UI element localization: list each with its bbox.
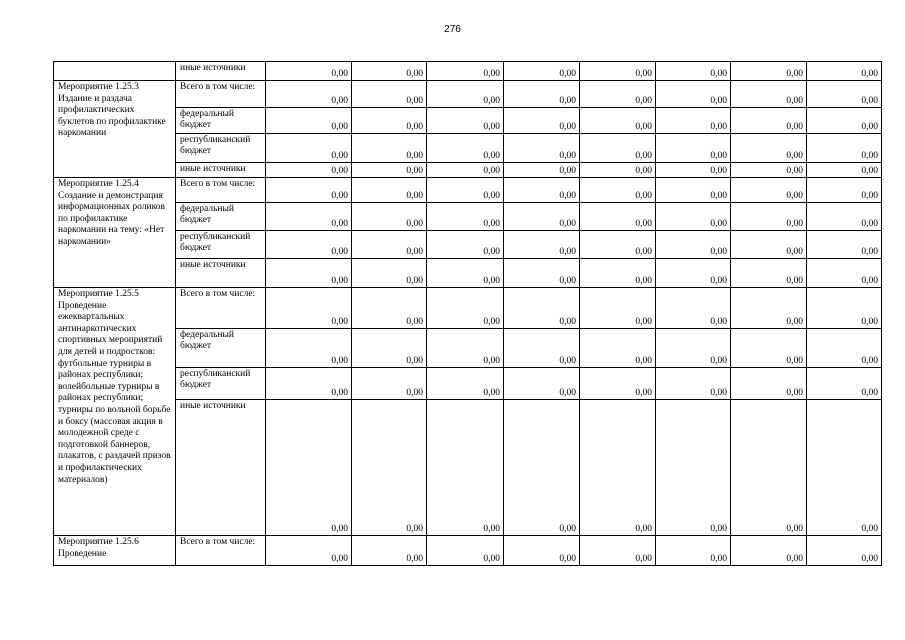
amount-cell: 0,00 xyxy=(352,134,427,163)
amount-cell: 0,00 xyxy=(352,329,427,368)
amount-cell: 0,00 xyxy=(656,288,731,329)
amount-cell: 0,00 xyxy=(807,81,882,108)
amount-cell: 0,00 xyxy=(580,288,656,329)
amount-cell: 0,00 xyxy=(427,81,504,108)
amount-cell: 0,00 xyxy=(580,329,656,368)
amount-cell: 0,00 xyxy=(580,368,656,400)
amount-cell: 0,00 xyxy=(731,536,807,566)
amount-cell: 0,00 xyxy=(807,259,882,288)
amount-cell: 0,00 xyxy=(656,203,731,231)
amount-cell: 0,00 xyxy=(580,178,656,203)
amount-cell: 0,00 xyxy=(352,178,427,203)
budget-table xyxy=(53,61,882,566)
amount-cell: 0,00 xyxy=(656,231,731,259)
amount-cell: 0,00 xyxy=(580,81,656,108)
amount-cell: 0,00 xyxy=(656,163,731,178)
event-cell: Мероприятие 1.25.5 Проведение ежеквартальных антинаркотических спортивных мероприятий для детей и подростков: футбольные турниры в районах республики; волейбольные турниры в районах республики; турниры по вольной борьбе и боксу (массовая акция в молодежной среде с подготовкой баннеров, плакатов, с раздачей призов и профилактических материалов) xyxy=(54,288,176,536)
amount-cell: 0,00 xyxy=(731,329,807,368)
amount-cell: 0,00 xyxy=(807,134,882,163)
table-row xyxy=(54,178,882,203)
amount-cell: 0,00 xyxy=(427,368,504,400)
amount-cell: 0,00 xyxy=(580,400,656,536)
amount-cell: 0,00 xyxy=(807,368,882,400)
amount-cell: 0,00 xyxy=(266,329,352,368)
amount-cell: 0,00 xyxy=(352,400,427,536)
table-row xyxy=(54,288,882,329)
amount-cell: 0,00 xyxy=(352,81,427,108)
amount-cell: 0,00 xyxy=(504,231,580,259)
amount-cell: 0,00 xyxy=(580,231,656,259)
amount-cell: 0,00 xyxy=(352,259,427,288)
amount-cell: 0,00 xyxy=(807,400,882,536)
amount-cell: 0,00 xyxy=(266,368,352,400)
table-row xyxy=(54,62,882,81)
amount-cell: 0,00 xyxy=(352,231,427,259)
amount-cell: 0,00 xyxy=(504,81,580,108)
funding-source-cell: Всего в том числе: xyxy=(176,178,266,203)
amount-cell: 0,00 xyxy=(504,163,580,178)
amount-cell: 0,00 xyxy=(504,329,580,368)
amount-cell: 0,00 xyxy=(266,288,352,329)
amount-cell: 0,00 xyxy=(352,62,427,81)
table-row xyxy=(54,163,882,178)
amount-cell: 0,00 xyxy=(731,163,807,178)
amount-cell: 0,00 xyxy=(580,163,656,178)
amount-cell: 0,00 xyxy=(656,400,731,536)
amount-cell: 0,00 xyxy=(504,178,580,203)
amount-cell: 0,00 xyxy=(504,368,580,400)
amount-cell: 0,00 xyxy=(352,288,427,329)
amount-cell: 0,00 xyxy=(807,231,882,259)
amount-cell: 0,00 xyxy=(427,178,504,203)
amount-cell: 0,00 xyxy=(266,108,352,134)
amount-cell: 0,00 xyxy=(731,231,807,259)
amount-cell: 0,00 xyxy=(427,329,504,368)
amount-cell: 0,00 xyxy=(656,178,731,203)
amount-cell: 0,00 xyxy=(427,163,504,178)
amount-cell: 0,00 xyxy=(266,62,352,81)
funding-source-cell: федеральный бюджет xyxy=(176,329,266,368)
amount-cell: 0,00 xyxy=(807,108,882,134)
amount-cell: 0,00 xyxy=(580,108,656,134)
table-row xyxy=(54,400,882,536)
amount-cell: 0,00 xyxy=(656,329,731,368)
amount-cell: 0,00 xyxy=(731,400,807,536)
amount-cell: 0,00 xyxy=(656,536,731,566)
amount-cell: 0,00 xyxy=(352,536,427,566)
amount-cell: 0,00 xyxy=(731,81,807,108)
amount-cell: 0,00 xyxy=(266,400,352,536)
event-cell: Мероприятие 1.25.4 Создание и демонстрация информационных роликов по профилактике наркомании на тему: «Нет наркомании» xyxy=(54,178,176,288)
amount-cell: 0,00 xyxy=(266,536,352,566)
amount-cell: 0,00 xyxy=(807,163,882,178)
amount-cell: 0,00 xyxy=(427,203,504,231)
amount-cell: 0,00 xyxy=(352,368,427,400)
amount-cell: 0,00 xyxy=(656,108,731,134)
table-row xyxy=(54,329,882,368)
funding-source-cell: иные источники xyxy=(176,400,266,536)
table-row xyxy=(54,108,882,134)
amount-cell: 0,00 xyxy=(427,259,504,288)
amount-cell: 0,00 xyxy=(427,400,504,536)
amount-cell: 0,00 xyxy=(731,203,807,231)
amount-cell: 0,00 xyxy=(504,62,580,81)
event-cell: Мероприятие 1.25.3 Издание и раздача профилактических буклетов по профилактике наркомании xyxy=(54,81,176,178)
funding-source-cell: федеральный бюджет xyxy=(176,203,266,231)
amount-cell: 0,00 xyxy=(504,108,580,134)
amount-cell: 0,00 xyxy=(504,288,580,329)
amount-cell: 0,00 xyxy=(266,163,352,178)
amount-cell: 0,00 xyxy=(731,259,807,288)
amount-cell: 0,00 xyxy=(266,231,352,259)
funding-source-cell: иные источники xyxy=(176,62,266,81)
event-cell: Мероприятие 1.25.6 Проведение xyxy=(54,536,176,566)
amount-cell: 0,00 xyxy=(504,259,580,288)
amount-cell: 0,00 xyxy=(427,108,504,134)
amount-cell: 0,00 xyxy=(656,134,731,163)
amount-cell: 0,00 xyxy=(656,62,731,81)
amount-cell: 0,00 xyxy=(580,536,656,566)
funding-source-cell: иные источники xyxy=(176,163,266,178)
amount-cell: 0,00 xyxy=(731,62,807,81)
amount-cell: 0,00 xyxy=(427,134,504,163)
amount-cell: 0,00 xyxy=(427,231,504,259)
amount-cell: 0,00 xyxy=(352,108,427,134)
funding-source-cell: Всего в том числе: xyxy=(176,536,266,566)
amount-cell: 0,00 xyxy=(580,62,656,81)
amount-cell: 0,00 xyxy=(807,178,882,203)
amount-cell: 0,00 xyxy=(731,134,807,163)
funding-source-cell: Всего в том числе: xyxy=(176,288,266,329)
amount-cell: 0,00 xyxy=(266,81,352,108)
amount-cell: 0,00 xyxy=(580,259,656,288)
amount-cell: 0,00 xyxy=(731,178,807,203)
amount-cell: 0,00 xyxy=(580,203,656,231)
amount-cell: 0,00 xyxy=(504,134,580,163)
amount-cell: 0,00 xyxy=(580,134,656,163)
amount-cell: 0,00 xyxy=(266,203,352,231)
amount-cell: 0,00 xyxy=(504,400,580,536)
amount-cell: 0,00 xyxy=(352,163,427,178)
amount-cell: 0,00 xyxy=(266,134,352,163)
funding-source-cell: федеральный бюджет xyxy=(176,108,266,134)
table-row xyxy=(54,231,882,259)
amount-cell: 0,00 xyxy=(504,203,580,231)
funding-source-cell: Всего в том числе: xyxy=(176,81,266,108)
table-body xyxy=(54,62,882,566)
amount-cell: 0,00 xyxy=(731,288,807,329)
amount-cell: 0,00 xyxy=(427,536,504,566)
funding-source-cell: республиканский бюджет xyxy=(176,368,266,400)
table-row xyxy=(54,203,882,231)
amount-cell: 0,00 xyxy=(504,536,580,566)
amount-cell: 0,00 xyxy=(266,259,352,288)
event-cell xyxy=(54,62,176,81)
amount-cell: 0,00 xyxy=(807,62,882,81)
funding-source-cell: республиканский бюджет xyxy=(176,134,266,163)
table-row xyxy=(54,259,882,288)
table-row xyxy=(54,536,882,566)
table-row xyxy=(54,368,882,400)
amount-cell: 0,00 xyxy=(731,108,807,134)
amount-cell: 0,00 xyxy=(352,203,427,231)
amount-cell: 0,00 xyxy=(731,368,807,400)
amount-cell: 0,00 xyxy=(656,81,731,108)
amount-cell: 0,00 xyxy=(807,329,882,368)
amount-cell: 0,00 xyxy=(266,178,352,203)
table-row xyxy=(54,134,882,163)
amount-cell: 0,00 xyxy=(807,536,882,566)
amount-cell: 0,00 xyxy=(656,368,731,400)
funding-source-cell: иные источники xyxy=(176,259,266,288)
amount-cell: 0,00 xyxy=(807,288,882,329)
amount-cell: 0,00 xyxy=(427,288,504,329)
table-row xyxy=(54,81,882,108)
page-number: 276 xyxy=(444,24,461,35)
amount-cell: 0,00 xyxy=(427,62,504,81)
amount-cell: 0,00 xyxy=(807,203,882,231)
amount-cell: 0,00 xyxy=(656,259,731,288)
funding-source-cell: республиканский бюджет xyxy=(176,231,266,259)
